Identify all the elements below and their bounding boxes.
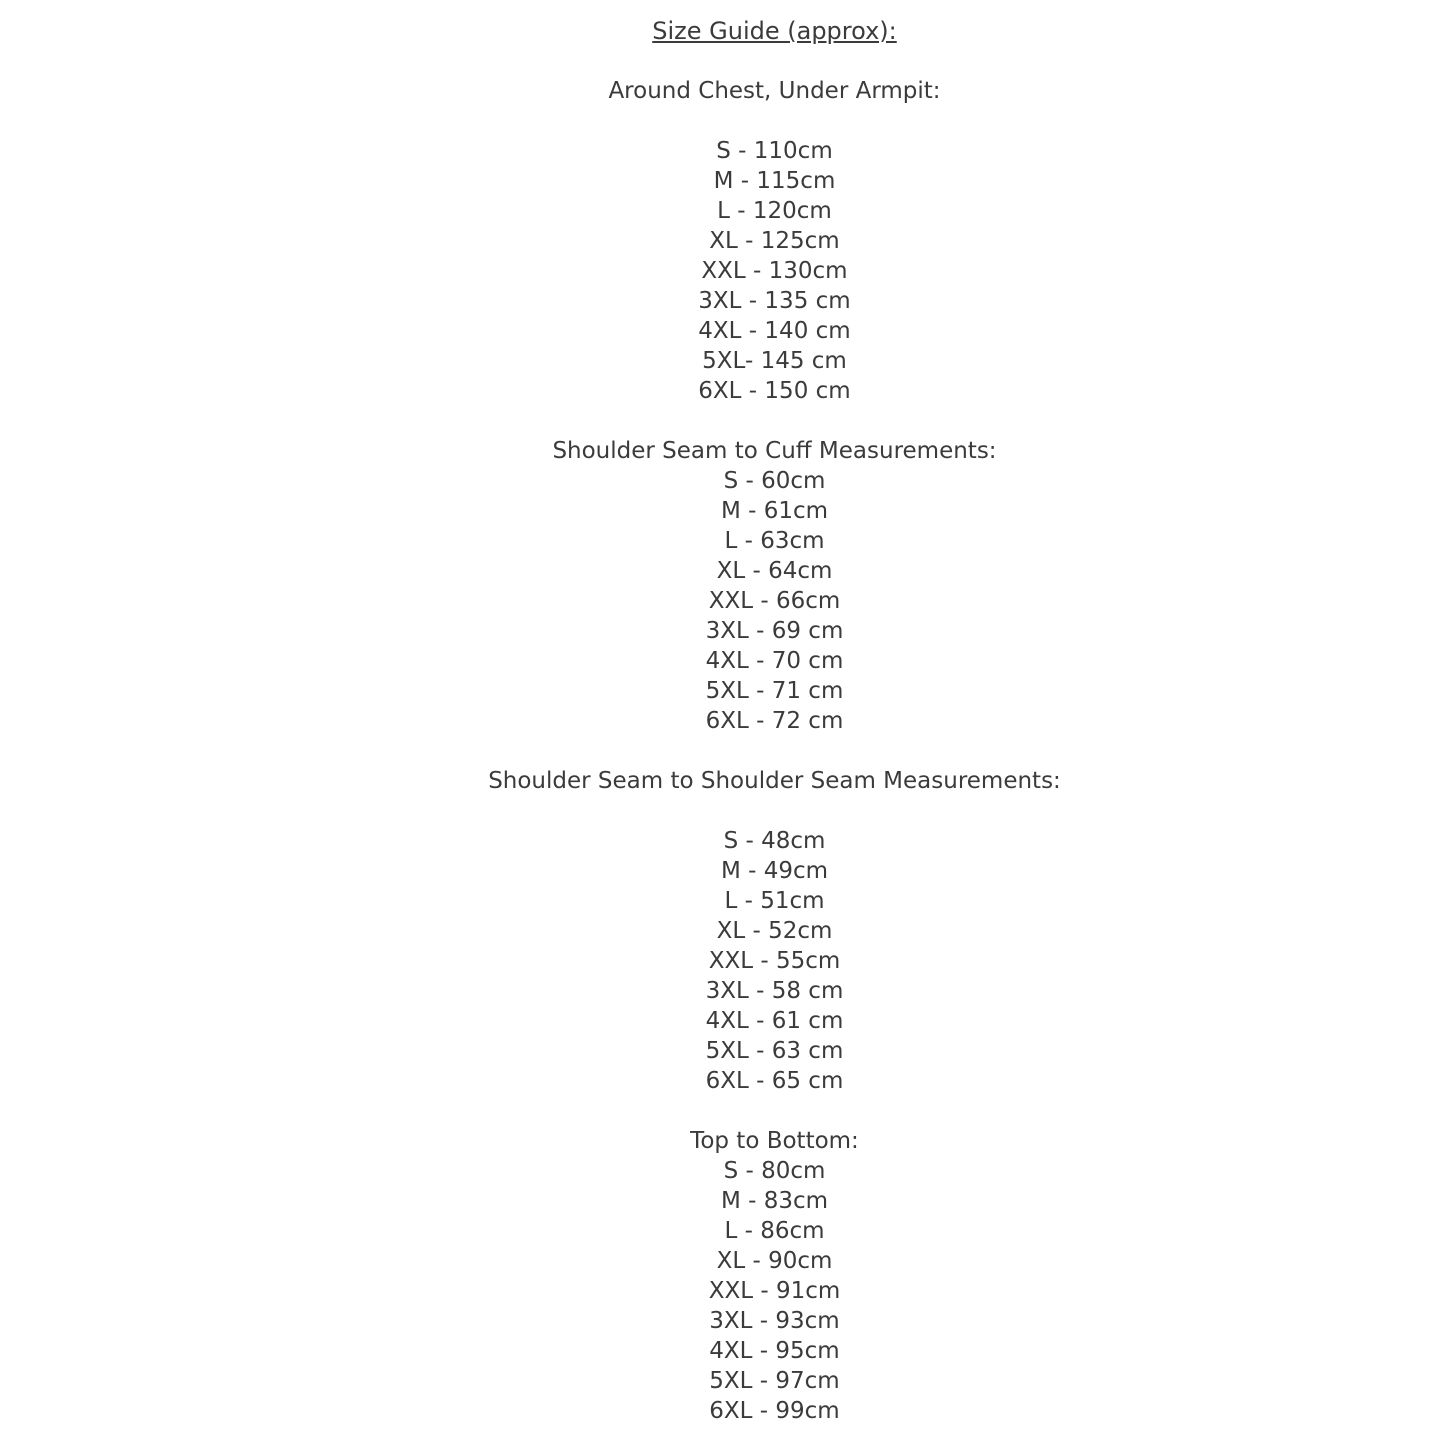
size-row: 4XL - 140 cm [698, 318, 851, 344]
section-header: Shoulder Seam to Shoulder Seam Measurements: [488, 768, 1061, 794]
measurement-section [104, 766, 1445, 1096]
size-row: XL - 90cm [716, 1248, 833, 1274]
size-row: S - 48cm [723, 828, 826, 854]
size-row: 3XL - 93cm [709, 1308, 840, 1334]
size-row: S - 80cm [723, 1158, 826, 1184]
size-row: 5XL- 145 cm [702, 348, 847, 374]
size-row: 4XL - 70 cm [705, 648, 844, 674]
size-row: XXL - 55cm [708, 948, 841, 974]
size-row: 5XL - 97cm [709, 1368, 840, 1394]
size-row: M - 83cm [720, 1188, 829, 1214]
size-row: 4XL - 95cm [709, 1338, 840, 1364]
size-guide-sections [104, 76, 1445, 1426]
size-row: XL - 125cm [709, 228, 840, 254]
size-row: L - 86cm [724, 1218, 825, 1244]
size-row: 5XL - 63 cm [705, 1038, 844, 1064]
size-row: 3XL - 135 cm [698, 288, 851, 314]
size-row: XL - 52cm [716, 918, 833, 944]
size-row: XXL - 130cm [701, 258, 848, 284]
measurement-section [104, 1126, 1445, 1426]
size-row: 6XL - 65 cm [705, 1068, 844, 1094]
size-row: XL - 64cm [716, 558, 833, 584]
size-row: 6XL - 150 cm [698, 378, 851, 404]
size-row: 6XL - 99cm [709, 1398, 840, 1424]
size-row: XXL - 66cm [708, 588, 841, 614]
size-row: L - 120cm [717, 198, 832, 224]
size-row: XXL - 91cm [708, 1278, 841, 1304]
size-row: M - 115cm [713, 168, 836, 194]
size-row: L - 63cm [724, 528, 825, 554]
section-header: Around Chest, Under Armpit: [608, 78, 941, 104]
size-row: S - 60cm [723, 468, 826, 494]
section-header: Shoulder Seam to Cuff Measurements: [552, 438, 997, 464]
measurement-section [104, 436, 1445, 736]
size-row: 3XL - 69 cm [705, 618, 844, 644]
size-row: 4XL - 61 cm [705, 1008, 844, 1034]
size-row: L - 51cm [724, 888, 825, 914]
size-row: 3XL - 58 cm [705, 978, 844, 1004]
size-row: M - 61cm [720, 498, 829, 524]
size-row: 6XL - 72 cm [705, 708, 844, 734]
section-header: Top to Bottom: [690, 1128, 859, 1154]
measurement-section [104, 76, 1445, 406]
size-row: M - 49cm [720, 858, 829, 884]
size-row: S - 110cm [716, 138, 833, 164]
size-guide-title: Size Guide (approx): [652, 17, 897, 45]
size-row: 5XL - 71 cm [705, 678, 844, 704]
